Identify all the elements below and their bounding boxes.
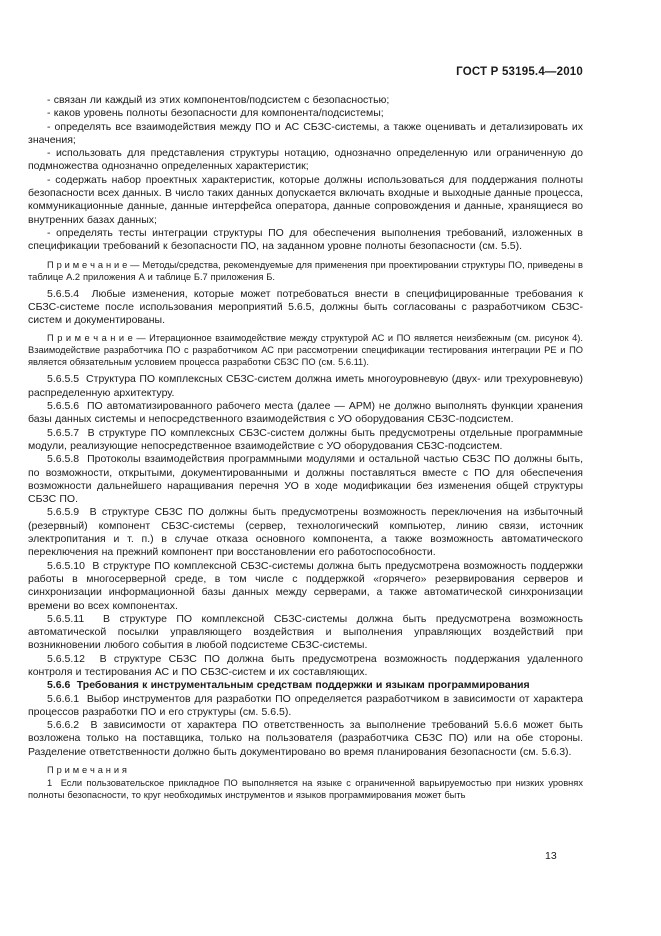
clause-paragraph: 5.6.6.1 Выбор инструментов для разработки ПО определяется разработчиком в зависимости от характера процессов разработки ПО и его структуры (см. 5.6.5). [28, 692, 583, 718]
clause-paragraph: 5.6.5.7 В структуре ПО комплексных СБЗС-систем должны быть предусмотрены отдельные программные модули, реализующие непосредственное взаимодействие с УО оборудования СБЗС-подсистем. [28, 426, 583, 452]
clause-paragraph: 5.6.5.6 ПО автоматизированного рабочего места (далее — АРМ) не должно выполнять функции хранения базы данных системы и непосредственного взаимодействия с УО оборудования СБЗС-подсистем. [28, 400, 583, 426]
list-item: - определять все взаимодействия между ПО и АС СБЗС-системы, а также оценивать и детализировать их значения; [28, 120, 583, 146]
note: П р и м е ч а н и е — Итерационное взаимодействие между структурой АС и ПО является неизбежным (см. рисунок 4). Взаимодействие разработчика ПО с разработчиком АС при рассмотрении спецификации тестирования интеграции РЕ и ПО является обязательным условием процесса разработки СБЗС ПО (см. 5.6.11). [28, 333, 583, 368]
list-item: - содержать набор проектных характеристик, которые должны использоваться для поддержания полноты безопасности всех данных. В число таких данных допускается включать входные и выходные данные процесса, коммуникационные данные, данные интерфейса оператора, данные сопровождения и данные, хранящиеся во внутренних базах данных; [28, 173, 583, 226]
clause-paragraph: 5.6.6.2 В зависимости от характера ПО ответственность за выполнение требований 5.6.6 может быть возложена только на поставщика, только на пользователя (разработчика СБЗС ПО) или на обе стороны. Разделение ответственности должно быть документировано во время планирования безопасности (см. 5.6.3). [28, 719, 583, 758]
clause-paragraph: 5.6.5.5 Структура ПО комплексных СБЗС-систем должна иметь многоуровневую (двух- или трехуровневую) распределенную архитектуру. [28, 373, 583, 399]
list-item: - использовать для представления структуры нотацию, однозначно определенную или ограниченную до подмножества однозначно определенных характеристик; [28, 147, 583, 173]
clause-paragraph: 5.6.5.8 Протоколы взаимодействия программными модулями и остальной частью СБЗС ПО должны быть, по возможности, открытыми, документированными и должны поставляться вместе с ПО для обеспечения возможности дальнейшего наращивания перечня УО в ходе модификации без изменения общей структуры СБЗС ПО. [28, 453, 583, 506]
clause-paragraph: 5.6.5.12 В структуре СБЗС ПО должна быть предусмотрена возможность поддержания удаленного контроля и тестирования АС и ПО СБЗС-систем и их составляющих. [28, 652, 583, 678]
clause-paragraph: 5.6.5.4 Любые изменения, которые может потребоваться внести в специфицированные требования к СБЗС-системе после использования мероприятий 5.6.5, должны быть согласованы с разработчиком СБЗС-систем и документированы. [28, 287, 583, 327]
note: 1 Если пользовательское прикладное ПО выполняется на языке с ограниченной варьируемостью при низких уровнях полноты безопасности, то круг необходимых инструментов и языков программирования может быть [28, 778, 583, 801]
list-item: - определять тесты интеграции структуры ПО для обеспечения выполнения требований, изложенных в спецификации требований к безопасности ПО, на заданном уровне полноты безопасности (см. 5.5). [28, 226, 583, 253]
clause-paragraph: 5.6.5.10 В структуре ПО комплексной СБЗС-системы должна быть предусмотрена возможность поддержки работы в многосерверной среде, в том числе с поддержкой «горячего» резервирования серверов и синхронизации информационной базы данных между серверами, а также автоматической синхронизации времени во всех компонентах. [28, 559, 583, 612]
section-heading: 5.6.6 Требования к инструментальным средствам поддержки и языкам программирования [47, 679, 530, 692]
notes-label: П р и м е ч а н и я [47, 765, 127, 776]
clause-paragraph: 5.6.5.9 В структуре СБЗС ПО должны быть предусмотрены возможность переключения на избыточный (резервный) компонент СБЗС-системы (сервер, технологический компьютер, линию связи, источник электропитания и т. п.) в случае отказа основного компонента, а также возможность автоматического переключения на прежний компонент при восстановлении его работоспособности. [28, 506, 583, 559]
page-number: 13 [545, 850, 557, 862]
document-number-header: ГОСТ Р 53195.4—2010 [456, 66, 583, 78]
note: П р и м е ч а н и е — Методы/средства, рекомендуемые для применения при проектировании структуры ПО, приведены в таблице А.2 приложения А и таблице Б.7 приложения Б. [28, 259, 583, 282]
list-item: - связан ли каждый из этих компонентов/подсистем с безопасностью; [47, 94, 390, 106]
page-body-text [28, 94, 583, 805]
clause-paragraph: 5.6.5.11 В структуре ПО комплексной СБЗС-системы должна быть предусмотрена возможность автоматической посылки управляющего воздействия и выполнения управляющих воздействий при возникновении любого события в любой подсистеме СБЗС-системы. [28, 612, 583, 652]
list-item: - каков уровень полноты безопасности для компонента/подсистемы; [47, 107, 384, 120]
